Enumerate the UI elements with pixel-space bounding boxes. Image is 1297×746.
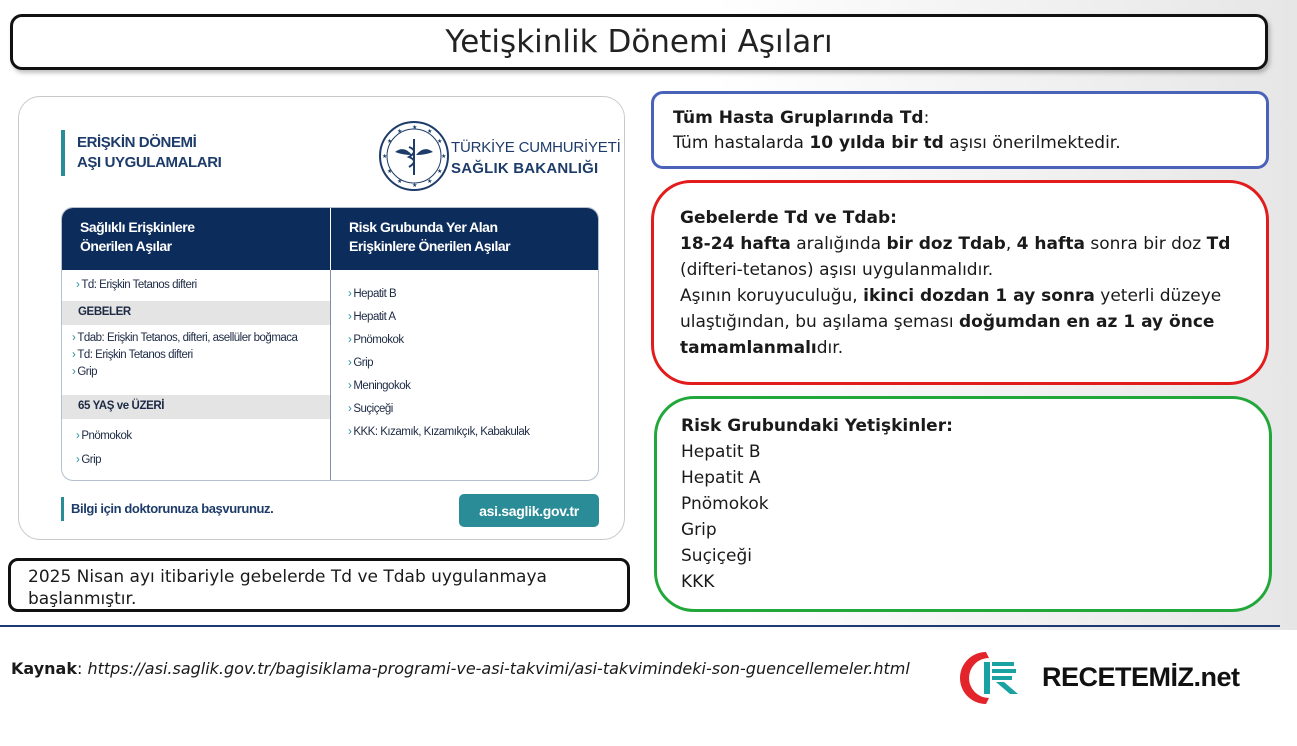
slide-title: Yetişkinlik Dönemi Aşıları [10,14,1268,70]
poster-heading [77,133,221,173]
ministry-line1: TÜRKİYE CUMHURİYETİ [451,139,621,156]
risk-list-item: Suçiçeği [681,546,752,566]
svg-text:★: ★ [397,178,403,185]
text-bold: 4 hafta [1016,234,1085,254]
risk-list-item: Grip [681,520,717,540]
poster-url-badge: asi.saglik.gov.tr [459,494,599,527]
list-item [348,334,404,346]
svg-text:★: ★ [437,168,443,175]
text-bold: bir doz Tdab [886,234,1006,254]
pregnant-box [651,180,1269,385]
chevron-right-icon: › [72,366,76,378]
brand-mark-icon [956,648,1030,708]
list-item [72,366,97,378]
chevron-right-icon: › [348,403,352,415]
chevron-right-icon: › [348,288,352,300]
pregnant-title [680,205,1248,231]
poster-footer-text: Bilgi için doktorunuza başvurunuz. [71,501,274,516]
item-label: Pnömokok [353,334,404,346]
heading-accent-bar [61,130,65,176]
svg-text:★: ★ [397,128,403,135]
right-header-line1: Risk Grubunda Yer Alan [349,219,498,235]
poster-heading-line2: AŞI UYGULAMALARI [77,154,222,171]
ministry-line2: SAĞLIK BAKANLIĞI [451,160,599,177]
svg-text:★: ★ [441,153,447,160]
vaccination-poster [18,96,625,540]
text-span: , [1005,234,1017,254]
item-label: KKK: Kızamık, Kızamıkçık, Kabakulak [353,426,530,438]
vaccine-table [61,207,599,481]
svg-text:★: ★ [387,138,393,145]
ministry-emblem-icon [377,119,451,193]
item-label: Pnömokok [81,430,132,442]
svg-text:★: ★ [382,153,388,160]
pregnant-paragraph-1 [680,231,1248,283]
text-bold: 18-24 hafta [680,234,791,254]
group-label-pregnant: GEBELER [62,301,330,325]
list-item [72,332,297,344]
list-item [76,430,132,442]
item-label: Td: Erişkin Tetanos difteri [81,279,197,291]
text-bold: doğumdan en az 1 ay önce tamamlanmalı [680,312,1215,358]
item-label: Meningokok [353,380,411,392]
svg-text:★: ★ [427,128,433,135]
list-item [348,426,530,438]
title-colon: : [923,108,930,128]
healthy-adults-header [62,208,330,270]
column-divider [330,270,331,481]
all-patients-title-line [673,106,1266,131]
source-link[interactable]: https://asi.saglik.gov.tr/bagisiklama-programi-ve-asi-takvimi/asi-takvimindeki-son-guencellemeler.html [87,659,910,678]
text-span: (difteri-tetanos) aşısı uygulanmalıdır. [680,260,994,280]
risk-list-item: Hepatit A [681,468,761,488]
svg-text:★: ★ [412,182,418,189]
chevron-right-icon: › [348,357,352,369]
svg-text:★: ★ [387,168,393,175]
group-label-elderly: 65 YAŞ ve ÜZERİ [62,395,330,419]
brand-logo [956,648,1276,708]
chevron-right-icon: › [76,279,80,291]
item-label: Hepatit A [353,311,396,323]
text-span: dır. [816,338,844,358]
brand-name: RECETEMİZ.net [1042,662,1240,692]
item-label: Tdab: Erişkin Tetanos, difteri, asellüler boğmaca [77,332,298,344]
list-item [348,357,373,369]
chevron-right-icon: › [76,454,80,466]
text-bold: 10 yılda bir td [809,133,944,153]
text-span: aralığında [790,234,887,254]
source-label: Kaynak [11,659,77,678]
item-label: Td: Erişkin Tetanos difteri [77,349,193,361]
risk-group-box [654,396,1272,612]
chevron-right-icon: › [348,426,352,438]
pregnant-title-text: Gebelerde Td ve Tdab: [680,208,897,228]
text-span: Tüm hastalarda [673,133,810,153]
risk-list-item: Hepatit B [681,442,761,462]
item-label: Grip [77,366,98,378]
left-header-line1: Sağlıklı Erişkinlere [80,219,195,235]
svg-text:★: ★ [437,138,443,145]
chevron-right-icon: › [348,380,352,392]
source-citation [11,656,911,682]
list-item [348,403,393,415]
text-span: yeterli düzeye ulaştığından, bu aşılama şeması [680,286,1222,332]
item-label: Grip [81,454,102,466]
svg-text:★: ★ [412,124,418,131]
text-span: Aşının koruyuculuğu, [680,286,864,306]
left-header-line2: Önerilen Aşılar [80,238,172,254]
chevron-right-icon: › [348,311,352,323]
chevron-right-icon: › [72,349,76,361]
list-item [76,279,197,291]
item-label: Suçiçeği [353,403,393,415]
divider-line [0,625,1280,627]
risk-group-header [331,208,599,270]
note-box: 2025 Nisan ayı itibariyle gebelerde Td ve Tdab uygulanmaya başlanmıştır. [8,558,630,612]
all-patients-box [651,91,1269,169]
all-patients-title: Tüm Hasta Gruplarında Td [673,108,924,128]
list-item [348,288,396,300]
source-separator: : [76,659,88,678]
list-item [348,380,410,392]
item-label: Grip [353,357,374,369]
risk-list-item: KKK [681,572,715,592]
svg-text:★: ★ [427,178,433,185]
risk-group-title: Risk Grubundaki Yetişkinler: [681,416,953,436]
pregnant-paragraph-2 [680,283,1248,361]
text-span: sonra bir doz [1084,234,1207,254]
all-patients-text [673,131,1266,156]
footer-accent-bar [61,497,64,521]
risk-list-item: Pnömokok [681,494,769,514]
list-item [72,349,193,361]
chevron-right-icon: › [72,332,76,344]
text-span: aşısı önerilmektedir. [943,133,1121,153]
ministry-name [451,137,621,179]
poster-heading-line1: ERİŞKİN DÖNEMİ [77,134,197,151]
list-item [76,454,101,466]
text-bold: ikinci dozdan 1 ay sonra [863,286,1095,306]
item-label: Hepatit B [353,288,397,300]
chevron-right-icon: › [76,430,80,442]
chevron-right-icon: › [348,334,352,346]
list-item [348,311,396,323]
right-header-line2: Erişkinlere Önerilen Aşılar [349,238,511,254]
text-bold: Td [1206,234,1231,254]
